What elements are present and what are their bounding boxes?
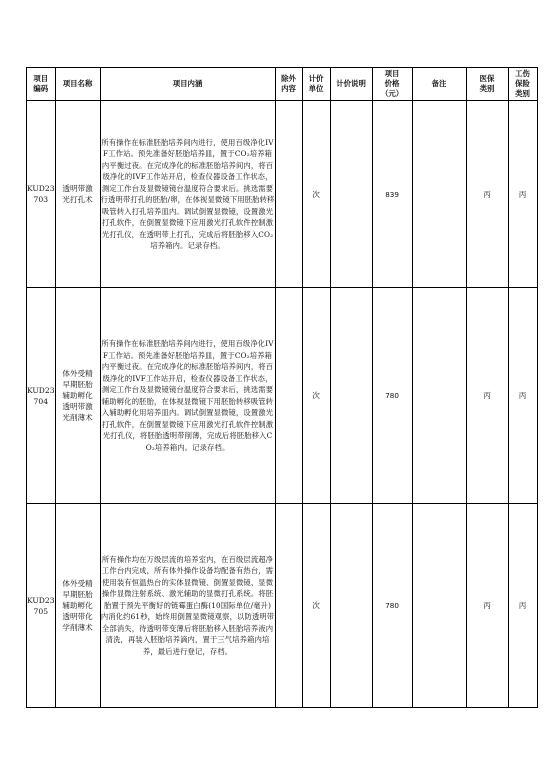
item-name-line: 早期胚胎 <box>62 380 93 389</box>
item-excluded <box>275 101 302 288</box>
item-unit-note <box>330 101 372 288</box>
item-content: 所有操作均在万级层流的培养室内，在百级层流超净工作台内完成，所有体外操作设备均配备有热台，需使用装有恒温热台的实体显微镜、倒置显微镜、显微操作显微注射系统、激光辅助的显微打孔系统。将胚胎置于预先平衡好的链霉蛋白酶(10国际单位/毫升)内消化约61秒，始终用倒置显微镜观察，以防透明带全部消失，待透明带变薄后将胚胎移入胚胎培养液内清洗，再装入胚胎培养滴内，置于三气培养箱内培养，最后进行登记，存档。 <box>100 504 275 708</box>
item-remark <box>412 101 466 288</box>
item-price: 780 <box>372 288 412 504</box>
item-code <box>27 101 56 288</box>
item-name-line: 光削薄术 <box>62 413 93 422</box>
item-remark <box>412 504 466 708</box>
item-excluded <box>275 504 302 708</box>
item-name-line: 光打孔术 <box>62 195 93 204</box>
item-unit: 次 <box>302 504 330 708</box>
item-name-line: 辅助孵化 <box>62 391 93 400</box>
item-code-line: 704 <box>33 396 49 406</box>
item-remark <box>412 288 466 504</box>
item-price: 780 <box>372 504 412 708</box>
header-medical-insurance-line: 类别 <box>479 84 495 93</box>
header-code <box>27 68 56 101</box>
header-code-line: 编码 <box>33 84 49 93</box>
item-name-line: 透明带化 <box>62 612 93 621</box>
item-name-line: 辅助孵化 <box>62 601 93 610</box>
item-injury-insurance: 丙 <box>508 288 537 504</box>
header-remark-label: 备注 <box>431 79 447 88</box>
header-price-line: （元） <box>380 89 404 98</box>
item-name <box>55 288 100 504</box>
item-name <box>55 101 100 288</box>
item-code-line: KUD23 <box>27 595 55 605</box>
item-medical-insurance: 丙 <box>466 101 508 288</box>
header-price-line: 项目 <box>384 69 400 78</box>
header-unit-line: 单位 <box>308 84 324 93</box>
item-code-line: KUD23 <box>27 385 55 395</box>
item-unit: 次 <box>302 288 330 504</box>
header-content <box>100 68 275 101</box>
table-row <box>27 101 538 288</box>
header-remark <box>412 68 466 101</box>
header-price-line: 价格 <box>384 79 400 88</box>
item-code <box>27 504 56 708</box>
item-name-line: 透明带激 <box>62 184 93 193</box>
table-row <box>27 504 538 708</box>
item-excluded <box>275 288 302 504</box>
item-name-line: 学削薄术 <box>62 623 93 632</box>
header-excluded-line: 除外 <box>281 74 296 83</box>
item-unit-note <box>330 288 372 504</box>
header-injury-insurance-line: 类别 <box>515 89 530 98</box>
item-medical-insurance: 丙 <box>466 288 508 504</box>
item-code <box>27 288 56 504</box>
item-unit: 次 <box>302 101 330 288</box>
item-price: 839 <box>372 101 412 288</box>
header-excluded-line: 内容 <box>281 84 296 93</box>
item-name-line: 早期胚胎 <box>62 590 93 599</box>
header-injury-insurance-line: 保险 <box>515 79 530 88</box>
header-medical-insurance <box>466 68 508 101</box>
item-code-line: 703 <box>33 195 49 204</box>
item-medical-insurance: 丙 <box>466 504 508 708</box>
item-name-line: 体外受精 <box>62 579 93 588</box>
item-content: 所有操作在标准胚胎培养间内进行，使用百级净化IVF工作站。预先准备好胚胎培养皿，置于CO₂培养箱内平衡过夜。在完成净化的标准胚胎培养间内，将百级净化的IVF工作站开启，检查仪器设备工作状态，测定工作台及显微镜镜台温度符合要求后。挑选需要行透明带打孔的胚胎/卵，在体视显微镜下用胚胎转移吸管转入打孔培养皿内。调试倒置显微镜，设置激光打孔软件，在倒置显微镜下应用激光打孔软件控制激光打孔仪，在透明带上打孔，完成后将胚胎移入CO₂培养箱内。记录存档。 <box>100 101 275 288</box>
item-unit-note <box>330 504 372 708</box>
header-excluded <box>275 68 302 101</box>
header-price <box>372 68 412 101</box>
item-name <box>55 504 100 708</box>
header-content-label: 项目内涵 <box>172 79 203 88</box>
item-content: 所有操作在标准胚胎培养间内进行，使用百级净化IVF工作站。预先准备好胚胎培养皿，置于CO₂培养箱内平衡过夜。在完成净化的标准胚胎培养间内，将百级净化的IVF工作站开启，检查仪器设备工作状态，测定工作台及显微镜镜台温度符合要求后，挑选需要辅助孵化的胚胎，在体视显微镜下用胚胎转移吸管转入辅助孵化用培养皿内。调试倒置显微镜，设置激光打孔软件，在倒置显微镜下应用激光打孔软件控制激光打孔仪，将胚胎透明带削薄，完成后将胚胎移入CO₂培养箱内。记录存档。 <box>100 288 275 504</box>
table-row <box>27 288 538 504</box>
header-code-line: 项目 <box>33 74 49 83</box>
header-injury-insurance <box>508 68 537 101</box>
item-name-line: 体外受精 <box>62 369 93 378</box>
medical-service-price-table <box>26 67 538 708</box>
header-unit-note <box>330 68 372 101</box>
header-injury-insurance-line: 工伤 <box>515 69 530 78</box>
header-unit <box>302 68 330 101</box>
header-name-label: 项目名称 <box>62 79 93 88</box>
table-header-row <box>27 68 538 101</box>
item-injury-insurance: 丙 <box>508 101 537 288</box>
item-name-line: 透明带激 <box>62 402 93 411</box>
item-code-line: KUD23 <box>27 184 55 193</box>
header-medical-insurance-line: 医保 <box>479 74 495 83</box>
item-injury-insurance: 丙 <box>508 504 537 708</box>
header-name <box>55 68 100 101</box>
header-unit-line: 计价 <box>308 74 324 83</box>
header-unit-note-label: 计价说明 <box>336 79 366 88</box>
item-code-line: 705 <box>33 606 49 616</box>
